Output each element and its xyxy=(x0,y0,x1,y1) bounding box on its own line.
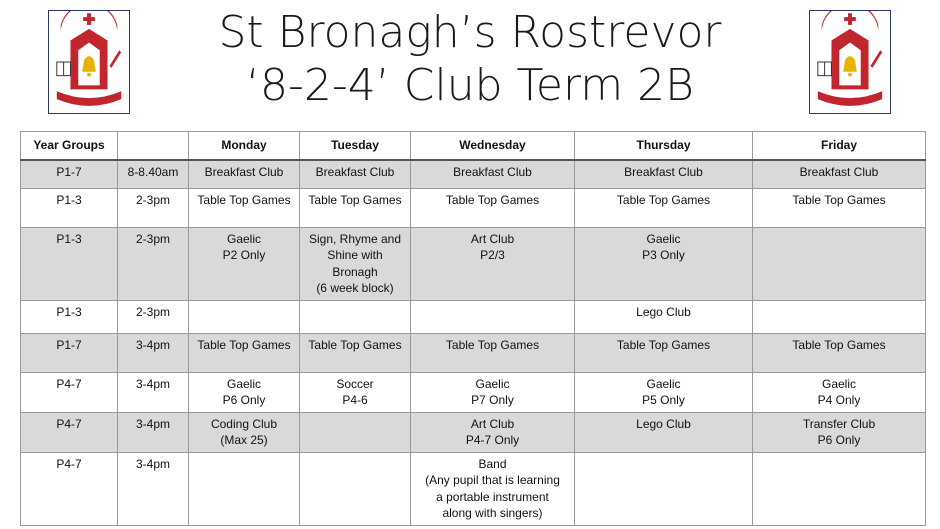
header-thursday: Thursday xyxy=(575,132,753,161)
activity-line: P3 Only xyxy=(642,248,685,262)
activity-line: Gaelic xyxy=(646,231,681,246)
activity-cell-tue xyxy=(300,300,411,333)
activity-line: (Max 25) xyxy=(220,433,268,447)
table-row xyxy=(21,372,926,412)
activity-line: P2 Only xyxy=(222,248,266,262)
activity-cell-mon xyxy=(189,372,300,412)
year-group-cell: P1-3 xyxy=(21,300,118,333)
activity-line: Table Top Games xyxy=(197,337,291,352)
activity-line: Gaelic xyxy=(475,376,510,391)
activity-cell-thu xyxy=(575,188,753,227)
time-cell: 3-4pm xyxy=(118,372,189,412)
activity-cell-thu xyxy=(575,452,753,525)
activity-cell-thu xyxy=(575,300,753,333)
activity-cell-fri xyxy=(753,227,926,300)
activity-line: Table Top Games xyxy=(308,192,402,207)
activity-line: P2/3 xyxy=(480,248,505,262)
activity-cell-fri xyxy=(753,300,926,333)
activity-cell-tue xyxy=(300,188,411,227)
activity-line: a portable instrument xyxy=(436,489,549,504)
activity-line: Table Top Games xyxy=(792,337,886,352)
activity-cell-wed xyxy=(411,160,575,188)
activity-cell-fri xyxy=(753,160,926,188)
header-time xyxy=(118,132,189,161)
activity-cell-tue xyxy=(300,227,411,300)
table-body xyxy=(21,160,926,525)
activity-cell-wed xyxy=(411,227,575,300)
year-group-cell: P4-7 xyxy=(21,412,118,452)
activity-cell-thu xyxy=(575,333,753,372)
year-group-cell: P4-7 xyxy=(21,372,118,412)
activity-line: Table Top Games xyxy=(792,192,886,207)
time-cell: 3-4pm xyxy=(118,412,189,452)
activity-line: Shine with xyxy=(327,248,383,262)
time-cell: 2-3pm xyxy=(118,188,189,227)
page-title xyxy=(150,6,790,112)
year-group-cell: P1-3 xyxy=(21,188,118,227)
time-cell: 8-8.40am xyxy=(118,160,189,188)
activity-cell-thu xyxy=(575,160,753,188)
activity-line: Breakfast Club xyxy=(453,165,532,179)
activity-line: P4 Only xyxy=(817,393,861,407)
activity-cell-tue xyxy=(300,160,411,188)
year-group-cell: P1-7 xyxy=(21,333,118,372)
activity-cell-mon xyxy=(189,412,300,452)
activity-line: (6 week block) xyxy=(316,281,394,295)
activity-cell-fri xyxy=(753,452,926,525)
activity-cell-tue xyxy=(300,372,411,412)
activity-line: Breakfast Club xyxy=(204,165,284,179)
table-row xyxy=(21,452,926,525)
activity-cell-mon xyxy=(189,300,300,333)
activity-line: Band xyxy=(478,456,507,471)
table-row xyxy=(21,300,926,333)
activity-line: Art Club xyxy=(470,231,515,246)
title-line-1: St Bronagh’s Rostrevor xyxy=(218,7,722,58)
school-crest-logo xyxy=(48,10,130,114)
activity-line: P6 Only xyxy=(817,433,861,447)
activity-line: Bronagh xyxy=(332,264,378,279)
year-group-cell: P1-7 xyxy=(21,160,118,188)
activity-line: (Any pupil that is learning xyxy=(425,473,560,487)
activity-cell-thu xyxy=(575,372,753,412)
activity-line: Lego Club xyxy=(636,304,691,319)
activity-cell-mon xyxy=(189,160,300,188)
header-friday: Friday xyxy=(753,132,926,161)
time-cell: 3-4pm xyxy=(118,452,189,525)
year-group-cell: P4-7 xyxy=(21,452,118,525)
activity-cell-fri xyxy=(753,372,926,412)
title-line-2: ‘8-2-4’ Club Term 2B xyxy=(246,60,694,111)
activity-line: Art Club xyxy=(470,416,515,431)
activity-cell-tue xyxy=(300,452,411,525)
time-cell: 2-3pm xyxy=(118,300,189,333)
activity-cell-mon xyxy=(189,227,300,300)
activity-line: Gaelic xyxy=(226,231,261,246)
activity-line: Table Top Games xyxy=(445,192,540,207)
school-crest-logo-right xyxy=(809,10,891,114)
table-header-row xyxy=(21,132,926,161)
activity-line: P5 Only xyxy=(642,393,685,407)
activity-line: Gaelic xyxy=(646,376,681,391)
activity-cell-mon xyxy=(189,452,300,525)
activity-cell-fri xyxy=(753,412,926,452)
activity-cell-fri xyxy=(753,333,926,372)
activity-cell-tue xyxy=(300,412,411,452)
activity-cell-mon xyxy=(189,188,300,227)
crest-icon xyxy=(49,11,129,113)
table-row xyxy=(21,333,926,372)
header-year-groups: Year Groups xyxy=(21,132,118,161)
activity-cell-wed xyxy=(411,333,575,372)
activity-cell-wed xyxy=(411,372,575,412)
activity-line: P6 Only xyxy=(222,393,266,407)
activity-cell-tue xyxy=(300,333,411,372)
activity-cell-wed xyxy=(411,300,575,333)
activity-line: P4-7 Only xyxy=(465,433,520,447)
activity-cell-wed xyxy=(411,412,575,452)
activity-cell-mon xyxy=(189,333,300,372)
activity-line: Transfer Club xyxy=(802,416,876,431)
activity-cell-fri xyxy=(753,188,926,227)
activity-line: Breakfast Club xyxy=(315,165,395,179)
activity-line: Breakfast Club xyxy=(624,165,703,179)
activity-line: Gaelic xyxy=(226,376,261,391)
activity-line: Lego Club xyxy=(636,416,691,431)
table-row xyxy=(21,160,926,188)
activity-line: Table Top Games xyxy=(308,337,402,352)
activity-cell-wed xyxy=(411,452,575,525)
activity-line: P7 Only xyxy=(471,393,514,407)
activity-line: Table Top Games xyxy=(197,192,291,207)
activity-line: Gaelic xyxy=(821,376,856,391)
activity-line: Breakfast Club xyxy=(799,165,879,179)
activity-line: Soccer xyxy=(336,376,374,391)
table-row xyxy=(21,227,926,300)
table-row xyxy=(21,188,926,227)
activity-line: P4-6 xyxy=(342,393,368,407)
header-monday: Monday xyxy=(189,132,300,161)
time-cell: 2-3pm xyxy=(118,227,189,300)
activity-line: Sign, Rhyme and xyxy=(308,231,402,246)
activity-cell-thu xyxy=(575,227,753,300)
activity-line: Coding Club xyxy=(210,416,278,431)
activity-line: Table Top Games xyxy=(616,337,711,352)
activity-line: Table Top Games xyxy=(616,192,711,207)
header-wednesday: Wednesday xyxy=(411,132,575,161)
crest-icon xyxy=(810,11,890,113)
activity-line: along with singers) xyxy=(442,506,543,520)
activity-line: Table Top Games xyxy=(445,337,540,352)
activity-cell-thu xyxy=(575,412,753,452)
table-row xyxy=(21,412,926,452)
header-tuesday: Tuesday xyxy=(300,132,411,161)
activity-cell-wed xyxy=(411,188,575,227)
time-cell: 3-4pm xyxy=(118,333,189,372)
year-group-cell: P1-3 xyxy=(21,227,118,300)
club-schedule-table xyxy=(20,131,926,526)
